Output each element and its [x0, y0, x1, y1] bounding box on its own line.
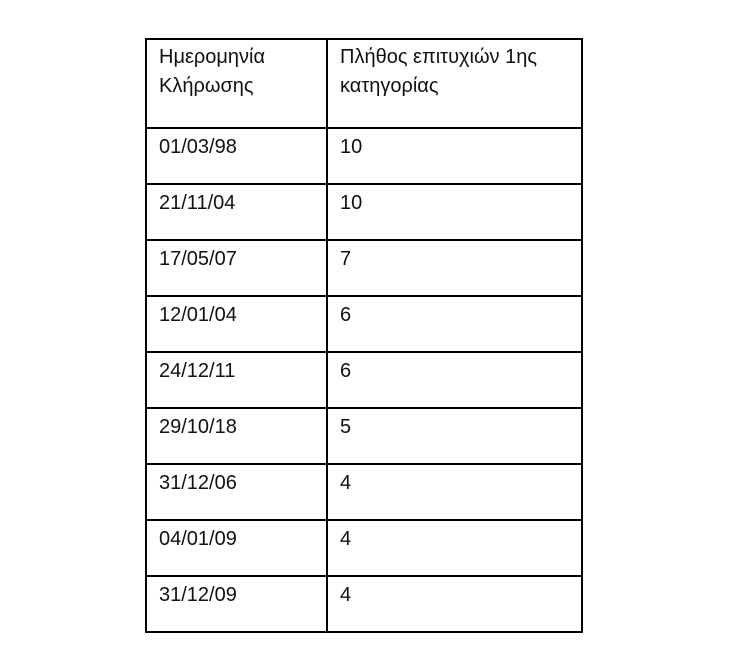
- table-row: [146, 128, 582, 184]
- header-count: [327, 39, 582, 128]
- table-row: [146, 240, 582, 296]
- count-cell: 6: [327, 352, 582, 408]
- text-cursor: [581, 418, 583, 444]
- count-cell: 10: [327, 184, 582, 240]
- table-header-row: [146, 39, 582, 128]
- draw-results-table: [145, 38, 583, 633]
- count-cell: 4: [327, 520, 582, 576]
- header-count-label: Πλήθος επιτυχιών 1ης κατηγορίας: [340, 46, 538, 97]
- table-row: [146, 296, 582, 352]
- count-cell: 5: [327, 408, 582, 464]
- date-cell: 21/11/04: [146, 184, 327, 240]
- date-cell: 31/12/09: [146, 576, 327, 632]
- table-row: [146, 408, 582, 464]
- header-date: [146, 39, 327, 128]
- date-cell: 12/01/04: [146, 296, 327, 352]
- date-cell: 31/12/06: [146, 464, 327, 520]
- date-cell: 04/01/09: [146, 520, 327, 576]
- date-cell: 24/12/11: [146, 352, 327, 408]
- table-row: [146, 464, 582, 520]
- table-row: [146, 184, 582, 240]
- table-row: [146, 352, 582, 408]
- table-row: [146, 520, 582, 576]
- date-cell: 17/05/07: [146, 240, 327, 296]
- date-cell: 29/10/18: [146, 408, 327, 464]
- count-cell: 4: [327, 576, 582, 632]
- count-cell: 7: [327, 240, 582, 296]
- count-cell: 4: [327, 464, 582, 520]
- count-cell: 6: [327, 296, 582, 352]
- count-cell: 10: [327, 128, 582, 184]
- date-cell: 01/03/98: [146, 128, 327, 184]
- table-row: [146, 576, 582, 632]
- header-date-label: Ημερομηνία Κλήρωσης: [159, 46, 266, 97]
